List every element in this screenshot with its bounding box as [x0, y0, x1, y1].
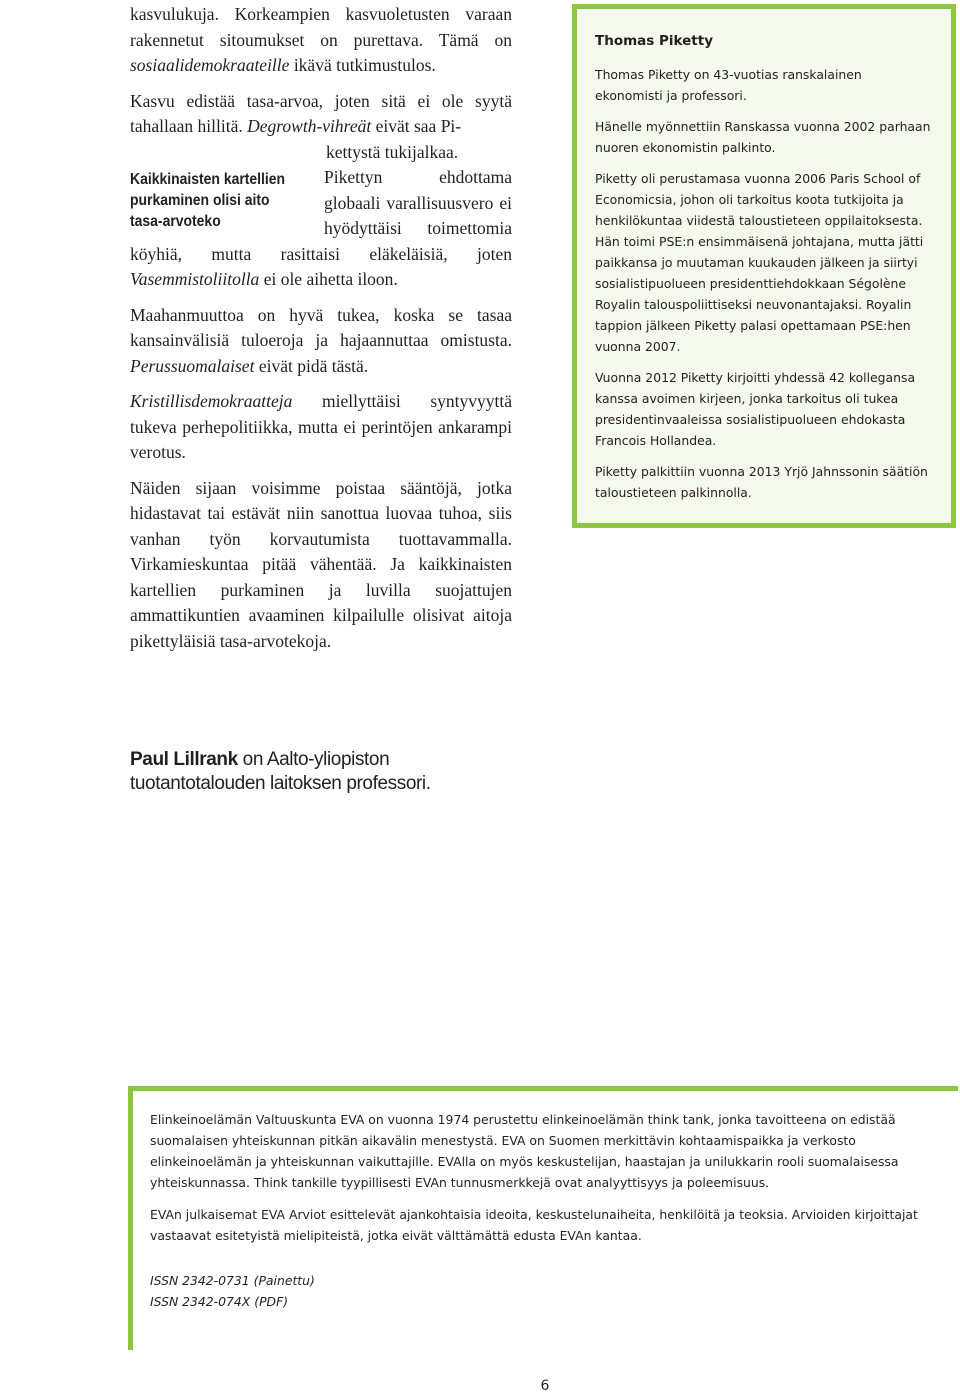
- piketty-info-box: [572, 4, 956, 528]
- article-paragraph-5: Kristillisdemokraatteja miellyttäisi syntyvyyttä tukeva perhepolitiikka, mutta ei perintöjen ankarampi verotus.: [130, 391, 512, 462]
- article-paragraph-1: kasvulukuja. Korkeampien kasvuoletusten varaan rakennetut sitoumukset on purettava. Tämä on sosiaalidemokraateille ikävä tutkimustulos.: [130, 4, 512, 75]
- sidebar-paragraph: Hänelle myönnettiin Ranskassa vuonna 2002 parhaan nuoren ekonomistin palkinto.: [595, 119, 931, 155]
- issn-block: [150, 1270, 946, 1312]
- sidebar-paragraph: Vuonna 2012 Piketty kirjoitti yhdessä 42 kollegansa kanssa avoimen kirjeen, jonka tarkoitus oli tukea presidentinvaaleissa sosialistipuolueen ehdokasta Francois Hollandea.: [595, 370, 916, 448]
- author-bio: [130, 748, 490, 796]
- party-name: sosiaalidemokraateille: [130, 55, 290, 75]
- sidebar-title: Thomas Piketty: [595, 33, 714, 49]
- pullquote: Kaikkinaisten kartellien purkaminen olisi aito tasa-arvoteko: [130, 171, 286, 230]
- eva-info-box: [128, 1086, 958, 1350]
- article-paragraph-2: Kasvu edistää tasa-arvoa, joten sitä ei ole syytä tahallaan hillitä. Degrowth-vihreät eivät saa Pi- kettystä tukijalkaa.: [130, 90, 512, 162]
- eva-paragraph-2: EVAn julkaisemat EVA Arviot esittelevät ajankohtaisia ideoita, keskustelunaiheita, henkilöitä ja teoksia. Arvioiden kirjoittajat vastaavat esitetyistä mielipiteistä, jotka eivät välttämättä edusta EVAn kantaa.: [150, 1207, 918, 1243]
- party-name: Degrowth-vihreät: [247, 116, 372, 136]
- party-name: Perussuomalaiset: [130, 355, 255, 376]
- article-paragraph-4: Maahanmuuttoa on hyvä tukea, koska se tasaa kansainvälisiä tuloeroja ja hajaannuttaa omistusta. Perussuomalaiset eivät pidä tästä.: [130, 304, 512, 376]
- page-number: 6: [540, 1378, 550, 1394]
- sidebar-paragraph: Piketty palkittiin vuonna 2013 Yrjö Jahnssonin säätiön taloustieteen palkinnolla.: [595, 464, 928, 500]
- issn-print: ISSN 2342-0731 (Painettu): [150, 1273, 315, 1288]
- article-column: [130, 2, 512, 664]
- sidebar-paragraph: Piketty oli perustamasa vuonna 2006 Paris School of Economicsia, johon oli tarkoitus koota tutkijoita ja henkilökuntaa viidestä taloustieteen oppilaitoksesta. Hän toimi PSE:n ensimmäisenä johtajana, mutta jätti paikkansa jo muutaman kuukauden jälkeen ja siirtyi sosialistipuolueen presidenttiehdokkaan Ségolène Royalin talouspoliittiseksi neuvonantajaksi. Royalin tappion jälkeen Piketty palasi opettamaan PSE:hen vuonna 2007.: [595, 171, 924, 354]
- article-paragraph-6: Näiden sijaan voisimme poistaa sääntöjä, jotka hidastavat tai estävät niin sanottua luovaa tuhoa, siis vanhan työn korvautumista tuottavammalla. Virkamieskuntaa pitää vähentää. Ja kaikkinaisten kartellien purkaminen ja luvilla suojattujen ammattikuntien avaaminen kilpailulle olisivat aitoja pikettyläisiä tasa-arvotekoja.: [130, 477, 512, 651]
- author-name: Paul Lillrank: [130, 749, 238, 770]
- pullquote-wrapper: [130, 165, 512, 293]
- party-name: Kristillisdemokraatteja: [130, 391, 293, 411]
- party-name: Vasemmistoliitolla: [130, 269, 260, 289]
- article-paragraph-3: Pikettyn ehdottama globaali varallisuusvero ei hyödyttäisi toimettomia köyhiä, mutta rasittaisi eläkeläisiä, joten Vasemmistoliitolla ei ole aihetta iloon.: [130, 167, 512, 289]
- author-description: on Aalto-yliopiston tuotantotalouden laitoksen professori.: [130, 749, 431, 794]
- issn-pdf: ISSN 2342-074X (PDF): [150, 1294, 289, 1309]
- sidebar-paragraph: Thomas Piketty on 43-vuotias ranskalainen ekonomisti ja professori.: [595, 67, 862, 103]
- eva-paragraph-1: Elinkeinoelämän Valtuuskunta EVA on vuonna 1974 perustettu elinkeinoelämän think tank, jonka tavoitteena on edistää suomalaisen yhteiskunnan pitkän aikavälin menestystä. EVA on Suomen merkittävin kohtaamispaikka ja verkosto elinkeinoelämän ja yhteiskunnan vaikuttajille. EVAlla on myös keskustelijan, haastajan ja unilukkarin rooli suomalaisessa yhteiskunnassa. Think tankille tyypillisesti EVAn tunnusmerkkejä ovat analyyttisyys ja poleemisuus.: [150, 1112, 899, 1190]
